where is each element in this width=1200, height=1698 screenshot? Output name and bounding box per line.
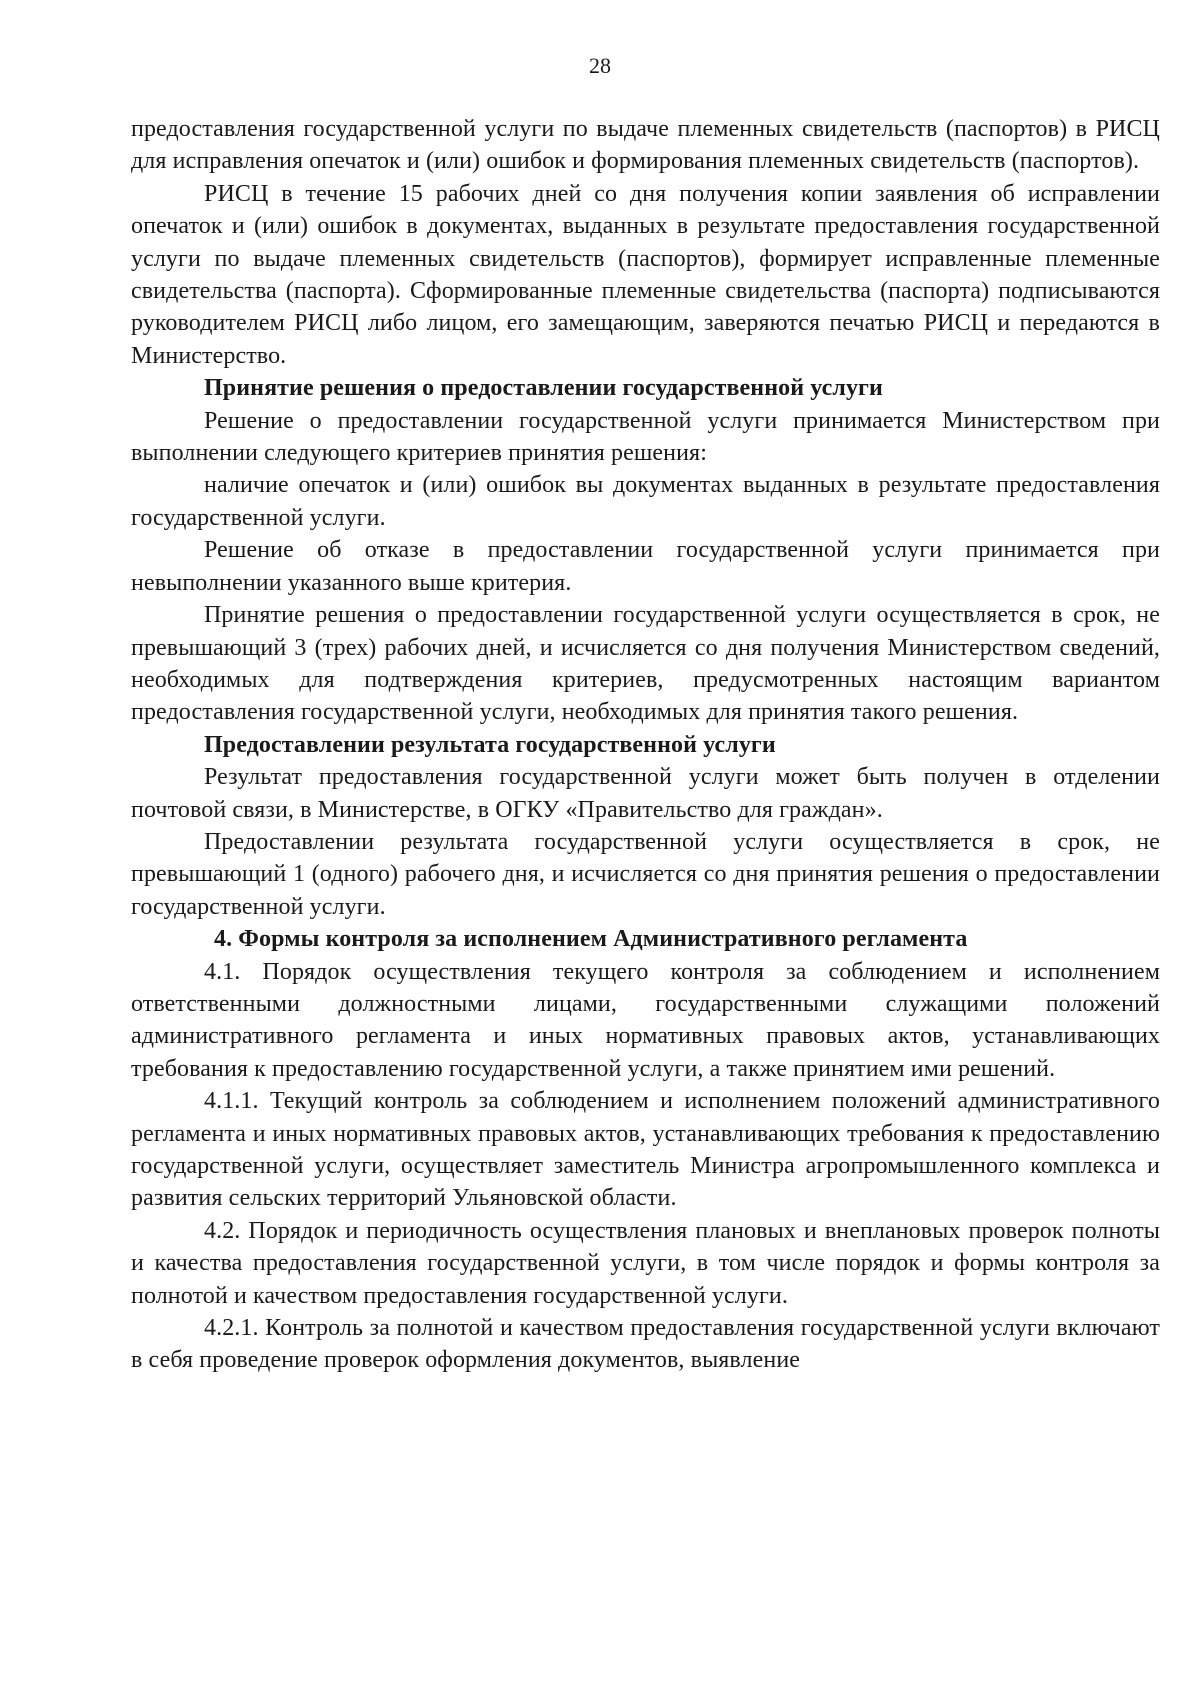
heading-result: Предоставлении результата государственной услуги [204,731,776,758]
paragraph-result-term: Предоставлении результата государственной услуги осуществляется в срок, не превышающий 1 (одного) рабочего дня, и исчисляется со дня принятия решения о предоставлении государственной услуги. [131,828,1160,920]
heading-decision: Принятие решения о предоставлении государственной услуги [204,375,883,402]
paragraph-decision-criteria: Решение о предоставлении государственной услуги принимается Министерством при выполнении следующего критериев принятия решения: [131,407,1160,467]
document-body [131,113,1160,1377]
paragraph-4-2-1: 4.2.1. Контроль за полнотой и качеством предоставления государственной услуги включают в себя проведение проверок оформления документов, выявление [131,1315,1160,1374]
paragraph-refusal: Решение об отказе в предоставлении государственной услуги принимается при невыполнении указанного выше критерия. [131,537,1160,596]
paragraph-decision-term: Принятие решения о предоставлении государственной услуги осуществляется в срок, не превышающий 3 (трех) рабочих дней, и исчисляется со дня получения Министерством сведений, необходимых для подтверждения критериев, предусмотренных настоящим вариантом предоставления государственной услуги, необходимых для принятия такого решения. [131,602,1160,726]
paragraph-criterion-errors: наличие опечаток и (или) ошибок вы документах выданных в результате предоставления государственной услуги. [131,472,1160,531]
paragraph-risc-correction: РИСЦ в течение 15 рабочих дней со дня получения копии заявления об исправлении опечаток и (или) ошибок в документах, выданных в результате предоставления государственной услуги по выдаче племенных свидетельств (паспортов), формирует исправленные племенные свидетельства (паспорта). Сформированные племенные свидетельства (паспорта) подписываются руководителем РИСЦ либо лицом, его замещающим, заверяются печатью РИСЦ и передаются в Министерство. [131,180,1160,369]
paragraph-4-1-1: 4.1.1. Текущий контроль за соблюдением и исполнением положений административного регламента и иных нормативных правовых актов, устанавливающих требования к предоставлению государственной услуги, осуществляет заместитель Министра агропромышленного комплекса и развития сельских территорий Ульяновской области. [131,1088,1160,1212]
page-number: 28 [589,53,611,78]
paragraph-continuation: предоставления государственной услуги по выдаче племенных свидетельств (паспортов) в РИСЦ для исправления опечаток и (или) ошибок и формирования племенных свидетельств (паспортов). [131,116,1160,175]
paragraph-result-delivery: Результат предоставления государственной услуги может быть получен в отделении почтовой связи, в Министерстве, в ОГКУ «Правительство для граждан». [131,764,1160,823]
paragraph-4-1: 4.1. Порядок осуществления текущего контроля за соблюдением и исполнением ответственными должностными лицами, государственными служащими положений административного регламента и иных нормативных правовых актов, устанавливающих требования к предоставлению государственной услуги, а также принятием ими решений. [131,958,1160,1082]
paragraph-4-2: 4.2. Порядок и периодичность осуществления плановых и внеплановых проверок полноты и качества предоставления государственной услуги, в том числе порядок и формы контроля за полнотой и качеством предоставления государственной услуги. [131,1217,1160,1309]
section-heading-control: 4. Формы контроля за исполнением Административного регламента [214,926,968,953]
